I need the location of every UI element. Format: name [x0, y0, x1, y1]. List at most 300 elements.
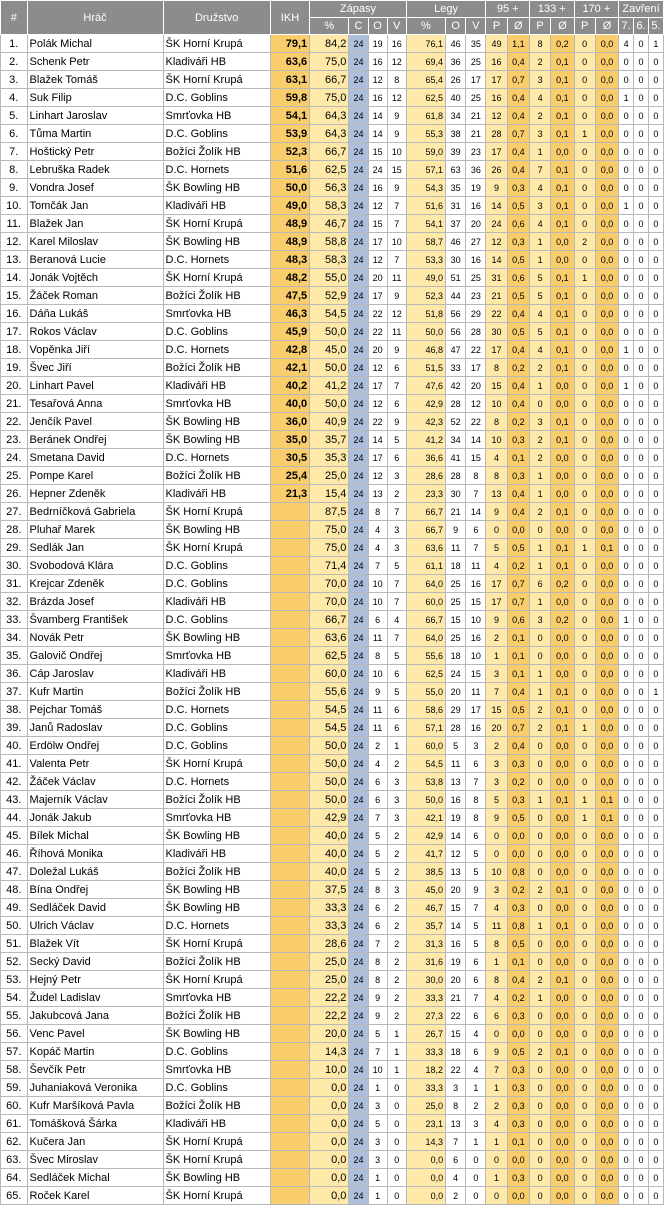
cell-h133-p: 1 [529, 467, 550, 485]
cell-player: Blažek Jan [27, 215, 163, 233]
cell-team: Kladiváři HB [163, 485, 270, 503]
cell-h133-p: 2 [529, 107, 550, 125]
cell-match-count: 24 [349, 773, 368, 791]
cell-match-count: 24 [349, 431, 368, 449]
cell-player: Vondra Josef [27, 179, 163, 197]
cell-match-o: 15 [368, 143, 387, 161]
table-row [1, 899, 664, 917]
cell-match-v: 7 [387, 377, 406, 395]
cell-player: Beránek Ondřej [27, 431, 163, 449]
cell-leg-o: 21 [446, 503, 466, 521]
cell-close-7: 0 [619, 305, 634, 323]
cell-h170-p: 1 [574, 125, 595, 143]
cell-h95-avg: 0,0 [507, 1187, 529, 1205]
table-row [1, 485, 664, 503]
cell-h170-p: 0 [574, 629, 595, 647]
cell-leg-pct: 65,4 [406, 71, 445, 89]
cell-close-7: 0 [619, 1079, 634, 1097]
cell-h170-avg: 0,0 [595, 1043, 618, 1061]
cell-h170-p: 1 [574, 809, 595, 827]
cell-leg-pct: 23,3 [406, 485, 445, 503]
cell-leg-pct: 46,7 [406, 899, 445, 917]
cell-leg-o: 40 [446, 89, 466, 107]
cell-close-7: 0 [619, 53, 634, 71]
cell-h170-p: 0 [574, 1061, 595, 1079]
cell-h170-avg: 0,0 [595, 683, 618, 701]
cell-match-v: 9 [387, 107, 406, 125]
cell-player: Secký David [27, 953, 163, 971]
cell-leg-pct: 60,0 [406, 593, 445, 611]
cell-leg-o: 46 [446, 35, 466, 53]
table-row [1, 89, 664, 107]
col-header-95-avg: Ø [507, 18, 529, 35]
cell-close-5: 0 [648, 917, 663, 935]
cell-match-v: 12 [387, 53, 406, 71]
table-row [1, 521, 664, 539]
cell-team: ŠK Horní Krupá [163, 539, 270, 557]
cell-h170-avg: 0,0 [595, 521, 618, 539]
cell-team: D.C. Hornets [163, 161, 270, 179]
cell-match-count: 24 [349, 521, 368, 539]
cell-match-o: 17 [368, 377, 387, 395]
cell-close-5: 0 [648, 287, 663, 305]
cell-team: Smrťovka HB [163, 989, 270, 1007]
cell-leg-v: 6 [466, 755, 486, 773]
cell-h95-avg: 0,0 [507, 521, 529, 539]
cell-h95-avg: 0,0 [507, 827, 529, 845]
cell-team: ŠK Bowling HB [163, 881, 270, 899]
cell-h95-avg: 0,1 [507, 449, 529, 467]
cell-rank: 23. [1, 431, 28, 449]
cell-h133-avg: 0,0 [551, 899, 574, 917]
cell-h95-p: 17 [486, 143, 507, 161]
cell-leg-v: 12 [466, 395, 486, 413]
cell-leg-o: 25 [446, 575, 466, 593]
col-group-95: 95 + [486, 1, 530, 18]
cell-h170-avg: 0,0 [595, 971, 618, 989]
cell-h133-avg: 0,1 [551, 107, 574, 125]
cell-h133-avg: 0,1 [551, 215, 574, 233]
cell-team: ŠK Bowling HB [163, 1025, 270, 1043]
cell-close-5: 0 [648, 197, 663, 215]
cell-match-o: 8 [368, 881, 387, 899]
cell-close-7: 0 [619, 935, 634, 953]
cell-match-v: 5 [387, 431, 406, 449]
table-row [1, 773, 664, 791]
cell-player: Tůma Martin [27, 125, 163, 143]
cell-rank: 30. [1, 557, 28, 575]
cell-h95-avg: 0,7 [507, 719, 529, 737]
cell-close-6: 0 [634, 305, 649, 323]
cell-close-5: 0 [648, 53, 663, 71]
cell-close-7: 0 [619, 233, 634, 251]
cell-close-7: 1 [619, 611, 634, 629]
cell-match-v: 6 [387, 665, 406, 683]
cell-h133-avg: 0,0 [551, 755, 574, 773]
cell-match-v: 2 [387, 953, 406, 971]
cell-h95-avg: 0,3 [507, 1007, 529, 1025]
cell-team: Smrťovka HB [163, 305, 270, 323]
cell-h133-avg: 0,1 [551, 269, 574, 287]
cell-close-6: 0 [634, 899, 649, 917]
cell-h133-avg: 0,0 [551, 1079, 574, 1097]
cell-match-count: 24 [349, 971, 368, 989]
cell-h170-p: 0 [574, 323, 595, 341]
cell-close-5: 0 [648, 143, 663, 161]
cell-close-7: 0 [619, 827, 634, 845]
cell-match-pct: 75,0 [310, 53, 349, 71]
cell-match-o: 1 [368, 1169, 387, 1187]
cell-h170-p: 1 [574, 791, 595, 809]
cell-h95-avg: 1,1 [507, 35, 529, 53]
cell-leg-pct: 14,3 [406, 1133, 445, 1151]
table-row [1, 971, 664, 989]
cell-h95-avg: 0,4 [507, 305, 529, 323]
cell-close-6: 0 [634, 881, 649, 899]
cell-match-v: 0 [387, 1115, 406, 1133]
cell-leg-pct: 23,1 [406, 1115, 445, 1133]
cell-h170-p: 0 [574, 935, 595, 953]
cell-ikh: 50,0 [270, 179, 309, 197]
cell-h95-p: 28 [486, 125, 507, 143]
table-row [1, 881, 664, 899]
cell-h95-p: 20 [486, 719, 507, 737]
cell-h170-p: 0 [574, 989, 595, 1007]
cell-player: Bína Ondřej [27, 881, 163, 899]
cell-match-count: 24 [349, 503, 368, 521]
cell-h170-p: 0 [574, 1151, 595, 1169]
cell-team: D.C. Hornets [163, 917, 270, 935]
cell-close-7: 0 [619, 539, 634, 557]
table-row [1, 1187, 664, 1205]
cell-match-o: 20 [368, 341, 387, 359]
cell-match-count: 24 [349, 215, 368, 233]
cell-h95-p: 4 [486, 1115, 507, 1133]
cell-h133-avg: 0,0 [551, 1151, 574, 1169]
cell-leg-pct: 36,6 [406, 449, 445, 467]
cell-match-count: 24 [349, 341, 368, 359]
cell-team: Božíci Žolík HB [163, 683, 270, 701]
table-row [1, 503, 664, 521]
cell-leg-pct: 27,3 [406, 1007, 445, 1025]
cell-close-6: 0 [634, 647, 649, 665]
cell-leg-o: 38 [446, 125, 466, 143]
cell-close-6: 0 [634, 503, 649, 521]
cell-close-6: 0 [634, 1151, 649, 1169]
cell-close-6: 0 [634, 521, 649, 539]
col-header-170-p: P [574, 18, 595, 35]
cell-rank: 17. [1, 323, 28, 341]
cell-h133-p: 0 [529, 1025, 550, 1043]
cell-h170-avg: 0,0 [595, 179, 618, 197]
cell-h170-avg: 0,0 [595, 359, 618, 377]
cell-leg-v: 0 [466, 1151, 486, 1169]
table-row [1, 251, 664, 269]
cell-leg-pct: 50,0 [406, 323, 445, 341]
cell-h170-p: 0 [574, 215, 595, 233]
cell-close-6: 0 [634, 1169, 649, 1187]
cell-ikh: 30,5 [270, 449, 309, 467]
cell-ikh: 53,9 [270, 125, 309, 143]
cell-leg-o: 36 [446, 53, 466, 71]
cell-player: Kufr Martin [27, 683, 163, 701]
cell-leg-v: 36 [466, 161, 486, 179]
cell-close-7: 0 [619, 899, 634, 917]
cell-leg-o: 11 [446, 755, 466, 773]
cell-match-o: 8 [368, 953, 387, 971]
cell-leg-pct: 57,1 [406, 719, 445, 737]
cell-match-pct: 84,2 [310, 35, 349, 53]
cell-leg-v: 7 [466, 773, 486, 791]
cell-match-count: 24 [349, 233, 368, 251]
cell-match-v: 2 [387, 899, 406, 917]
cell-close-6: 0 [634, 1133, 649, 1151]
cell-player: Bedrníčková Gabriela [27, 503, 163, 521]
cell-ikh [270, 665, 309, 683]
table-row [1, 845, 664, 863]
cell-match-v: 3 [387, 773, 406, 791]
cell-leg-v: 7 [466, 539, 486, 557]
cell-leg-v: 16 [466, 197, 486, 215]
cell-h95-p: 17 [486, 341, 507, 359]
cell-h133-avg: 0,1 [551, 719, 574, 737]
cell-close-7: 0 [619, 575, 634, 593]
cell-close-5: 0 [648, 863, 663, 881]
cell-h170-p: 2 [574, 233, 595, 251]
cell-match-o: 3 [368, 1097, 387, 1115]
cell-team: ŠK Horní Krupá [163, 755, 270, 773]
cell-leg-o: 2 [446, 1187, 466, 1205]
cell-h170-avg: 0,0 [595, 467, 618, 485]
col-header-133-p: P [529, 18, 550, 35]
cell-ikh [270, 953, 309, 971]
cell-h170-p: 0 [574, 377, 595, 395]
cell-player: Pejchar Tomáš [27, 701, 163, 719]
cell-h170-p: 0 [574, 431, 595, 449]
cell-match-pct: 0,0 [310, 1133, 349, 1151]
cell-h95-p: 6 [486, 1007, 507, 1025]
cell-close-5: 0 [648, 305, 663, 323]
cell-close-5: 0 [648, 449, 663, 467]
cell-close-7: 0 [619, 161, 634, 179]
cell-ikh [270, 1169, 309, 1187]
cell-close-7: 0 [619, 809, 634, 827]
cell-h170-p: 1 [574, 539, 595, 557]
cell-player: Karel Miloslav [27, 233, 163, 251]
cell-leg-pct: 28,6 [406, 467, 445, 485]
cell-match-v: 6 [387, 359, 406, 377]
cell-h95-avg: 0,4 [507, 143, 529, 161]
cell-h170-avg: 0,0 [595, 413, 618, 431]
cell-match-o: 22 [368, 305, 387, 323]
cell-ikh [270, 809, 309, 827]
table-row [1, 1025, 664, 1043]
cell-player: Švec Jiří [27, 359, 163, 377]
cell-leg-v: 16 [466, 719, 486, 737]
cell-match-count: 24 [349, 107, 368, 125]
cell-close-6: 0 [634, 395, 649, 413]
table-row [1, 863, 664, 881]
cell-h95-p: 1 [486, 647, 507, 665]
cell-team: D.C. Hornets [163, 773, 270, 791]
cell-match-v: 7 [387, 197, 406, 215]
cell-h133-avg: 0,1 [551, 1043, 574, 1061]
cell-h133-avg: 0,0 [551, 989, 574, 1007]
cell-leg-pct: 51,8 [406, 305, 445, 323]
table-row [1, 1097, 664, 1115]
cell-match-count: 24 [349, 557, 368, 575]
cell-close-6: 0 [634, 1025, 649, 1043]
cell-h133-avg: 0,0 [551, 1097, 574, 1115]
col-header-match-c: C [349, 18, 368, 35]
cell-h133-avg: 0,1 [551, 413, 574, 431]
cell-close-5: 0 [648, 665, 663, 683]
cell-player: Linhart Jaroslav [27, 107, 163, 125]
cell-close-6: 0 [634, 35, 649, 53]
cell-player: Juhaniaková Veronika [27, 1079, 163, 1097]
cell-leg-o: 15 [446, 611, 466, 629]
cell-match-v: 11 [387, 269, 406, 287]
cell-leg-pct: 59,0 [406, 143, 445, 161]
cell-match-count: 24 [349, 161, 368, 179]
cell-match-count: 24 [349, 35, 368, 53]
cell-player: Galovič Ondřej [27, 647, 163, 665]
cell-player: Žudel Ladislav [27, 989, 163, 1007]
cell-match-o: 6 [368, 791, 387, 809]
cell-h133-p: 5 [529, 269, 550, 287]
cell-close-7: 0 [619, 917, 634, 935]
cell-ikh [270, 791, 309, 809]
cell-h95-p: 2 [486, 1097, 507, 1115]
cell-ikh: 21,3 [270, 485, 309, 503]
cell-h95-p: 10 [486, 395, 507, 413]
cell-h95-p: 4 [486, 557, 507, 575]
cell-match-count: 24 [349, 197, 368, 215]
cell-match-o: 3 [368, 1133, 387, 1151]
cell-close-6: 0 [634, 791, 649, 809]
cell-match-pct: 0,0 [310, 1151, 349, 1169]
cell-close-7: 0 [619, 395, 634, 413]
cell-player: Cáp Jaroslav [27, 665, 163, 683]
table-row [1, 125, 664, 143]
cell-h170-avg: 0,0 [595, 377, 618, 395]
cell-leg-pct: 41,2 [406, 431, 445, 449]
cell-h95-p: 22 [486, 305, 507, 323]
cell-match-v: 2 [387, 971, 406, 989]
cell-rank: 33. [1, 611, 28, 629]
table-row [1, 917, 664, 935]
cell-leg-o: 13 [446, 863, 466, 881]
cell-leg-v: 7 [466, 485, 486, 503]
cell-close-5: 0 [648, 629, 663, 647]
cell-leg-v: 4 [466, 1061, 486, 1079]
cell-h133-p: 0 [529, 1115, 550, 1133]
table-row [1, 269, 664, 287]
cell-h133-avg: 0,0 [551, 665, 574, 683]
cell-h95-avg: 0,3 [507, 899, 529, 917]
cell-h133-avg: 0,1 [551, 917, 574, 935]
cell-match-o: 17 [368, 233, 387, 251]
cell-h170-p: 0 [574, 161, 595, 179]
cell-player: Lebruška Radek [27, 161, 163, 179]
cell-team: D.C. Hornets [163, 341, 270, 359]
cell-h133-p: 0 [529, 1169, 550, 1187]
cell-h95-p: 31 [486, 269, 507, 287]
cell-match-o: 7 [368, 809, 387, 827]
cell-player: Jenčík Pavel [27, 413, 163, 431]
cell-h133-avg: 0,0 [551, 1025, 574, 1043]
cell-h170-p: 0 [574, 143, 595, 161]
cell-leg-pct: 33,3 [406, 1079, 445, 1097]
cell-close-5: 0 [648, 701, 663, 719]
cell-rank: 10. [1, 197, 28, 215]
cell-h133-avg: 0,1 [551, 971, 574, 989]
cell-player: Sedlák Jan [27, 539, 163, 557]
cell-match-count: 24 [349, 53, 368, 71]
cell-leg-pct: 33,3 [406, 1043, 445, 1061]
cell-h95-avg: 0,2 [507, 359, 529, 377]
cell-rank: 48. [1, 881, 28, 899]
cell-ikh: 40,2 [270, 377, 309, 395]
cell-leg-pct: 64,0 [406, 629, 445, 647]
cell-team: Kladiváři HB [163, 665, 270, 683]
cell-h170-p: 1 [574, 719, 595, 737]
cell-leg-v: 3 [466, 737, 486, 755]
cell-close-6: 0 [634, 161, 649, 179]
cell-h170-avg: 0,0 [595, 89, 618, 107]
cell-h170-p: 0 [574, 1007, 595, 1025]
cell-match-o: 13 [368, 485, 387, 503]
cell-leg-pct: 25,0 [406, 1097, 445, 1115]
cell-close-5: 0 [648, 755, 663, 773]
cell-h133-p: 1 [529, 485, 550, 503]
cell-h170-p: 0 [574, 557, 595, 575]
cell-close-7: 0 [619, 251, 634, 269]
cell-leg-v: 8 [466, 467, 486, 485]
cell-match-pct: 55,0 [310, 269, 349, 287]
cell-h95-p: 17 [486, 575, 507, 593]
cell-match-pct: 50,0 [310, 323, 349, 341]
cell-h170-p: 0 [574, 287, 595, 305]
cell-h95-p: 2 [486, 629, 507, 647]
cell-match-v: 6 [387, 719, 406, 737]
cell-h170-avg: 0,0 [595, 53, 618, 71]
cell-match-count: 24 [349, 989, 368, 1007]
cell-match-v: 2 [387, 935, 406, 953]
cell-h95-avg: 0,2 [507, 881, 529, 899]
table-row [1, 449, 664, 467]
cell-leg-pct: 62,5 [406, 665, 445, 683]
cell-h170-p: 0 [574, 1133, 595, 1151]
cell-h133-p: 3 [529, 71, 550, 89]
cell-h133-avg: 0,0 [551, 827, 574, 845]
cell-leg-pct: 42,9 [406, 395, 445, 413]
cell-match-count: 24 [349, 467, 368, 485]
cell-h133-avg: 0,0 [551, 233, 574, 251]
cell-close-6: 0 [634, 1115, 649, 1133]
cell-close-5: 0 [648, 953, 663, 971]
cell-match-count: 24 [349, 647, 368, 665]
cell-h95-p: 3 [486, 665, 507, 683]
cell-h95-avg: 0,5 [507, 251, 529, 269]
cell-h170-p: 0 [574, 521, 595, 539]
cell-h170-avg: 0,0 [595, 773, 618, 791]
cell-h170-avg: 0,0 [595, 701, 618, 719]
cell-ikh [270, 1187, 309, 1205]
cell-team: ŠK Bowling HB [163, 629, 270, 647]
cell-h170-p: 0 [574, 575, 595, 593]
table-row [1, 1007, 664, 1025]
